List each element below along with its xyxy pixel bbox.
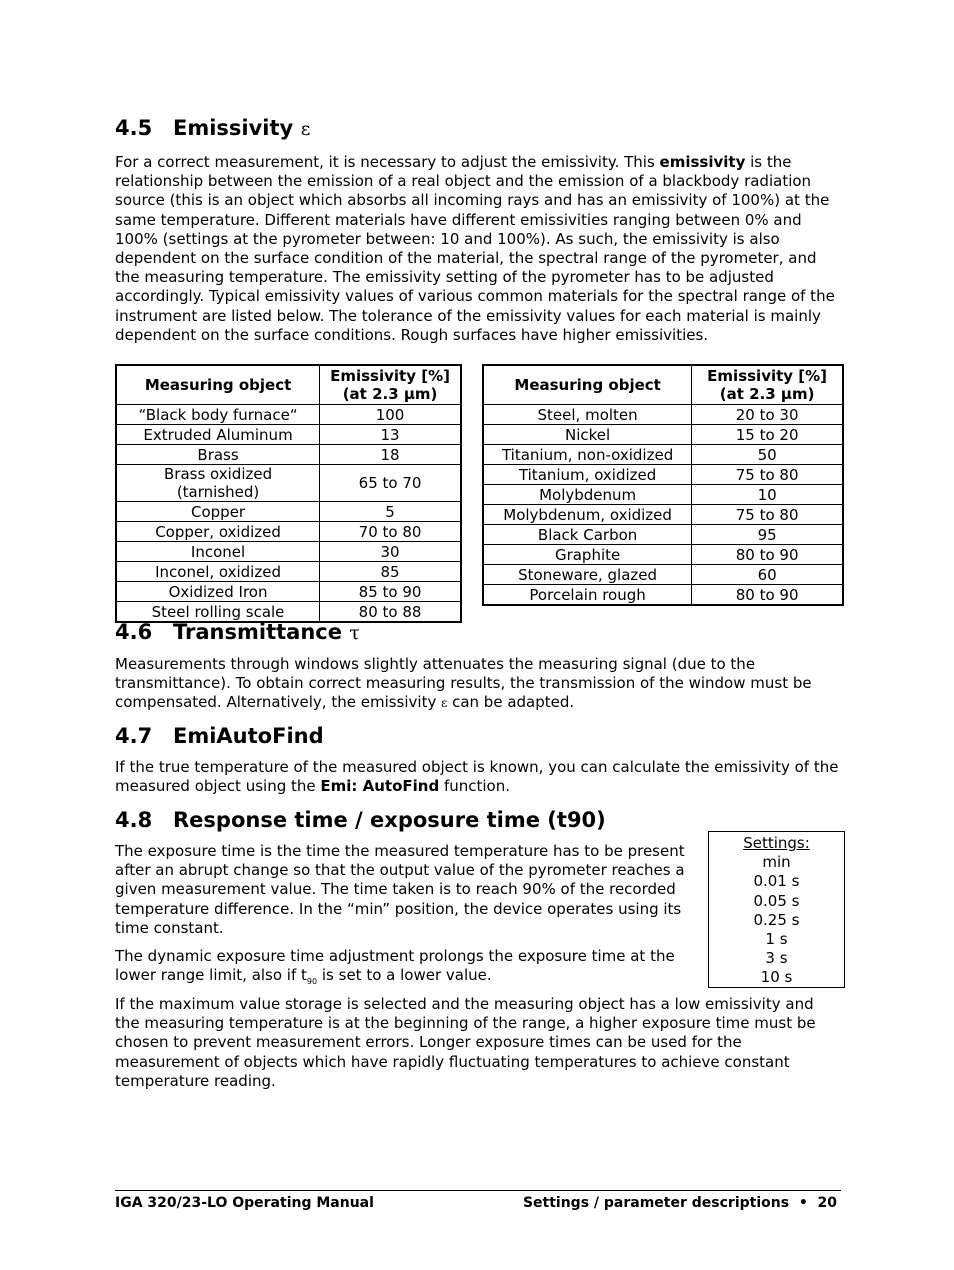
- material-cell: Molybdenum: [483, 485, 692, 505]
- section-number: 4.5: [115, 116, 153, 140]
- table-row: [483, 465, 843, 485]
- column-header-emissivity: Emissivity [%] (at 2.3 µm): [320, 365, 461, 405]
- settings-option: 3 s: [765, 949, 788, 968]
- emissivity-cell: 80 to 90: [692, 585, 843, 606]
- emissivity-cell: 65 to 70: [320, 465, 461, 502]
- emissivity-cell: 18: [320, 445, 461, 465]
- heading-4-6: 4.6 Transmittance τ: [115, 620, 360, 644]
- settings-option: 0.25 s: [753, 910, 800, 929]
- emissivity-cell: 100: [320, 405, 461, 425]
- material-cell: Brass oxidized (tarnished): [116, 465, 320, 502]
- table-row: [483, 585, 843, 606]
- emissivity-bold: emissivity: [659, 153, 746, 171]
- table-row: [483, 545, 843, 565]
- page-footer: [115, 1190, 841, 1211]
- emissivity-cell: 70 to 80: [320, 522, 461, 542]
- table-row: [483, 445, 843, 465]
- section-title: Emissivity: [173, 116, 294, 140]
- emissivity-cell: 15 to 20: [692, 425, 843, 445]
- settings-option: 0.01 s: [753, 872, 800, 891]
- emissivity-cell: 75 to 80: [692, 465, 843, 485]
- heading-4-5: [115, 116, 310, 140]
- material-cell: Porcelain rough: [483, 585, 692, 606]
- material-cell: Copper, oxidized: [116, 522, 320, 542]
- emissivity-cell: 60: [692, 565, 843, 585]
- exposure-paragraph-3: If the maximum value storage is selected and the measuring object has a low emissivity and the measuring temperature is at the beginning of the range, a higher exposure time must be chosen to prevent measurement errors. Longer exposure times can be used for the measurement of objects which have rapidly fluctuating temperatures to achieve constant temperature reading.: [115, 995, 816, 1090]
- settings-option: 0.05 s: [753, 891, 800, 910]
- material-cell: Inconel: [116, 542, 320, 562]
- emissivity-cell: 80 to 88: [320, 602, 461, 623]
- material-cell: Inconel, oxidized: [116, 562, 320, 582]
- settings-option: min: [762, 853, 791, 872]
- emissivity-cell: 50: [692, 445, 843, 465]
- emiautofind-paragraph: If the true temperature of the measured object is known, you can calculate the emissivity of the measured object using the Emi: AutoFind function.: [115, 758, 839, 796]
- table-row: [116, 405, 461, 425]
- heading-4-7: 4.7 EmiAutoFind: [115, 724, 324, 748]
- table-row: [116, 425, 461, 445]
- table-row: [116, 445, 461, 465]
- emissivity-cell: 85: [320, 562, 461, 582]
- column-header-object: Measuring object: [483, 365, 692, 405]
- bullet-icon: •: [798, 1195, 808, 1211]
- table-row: [483, 485, 843, 505]
- settings-option: 1 s: [765, 930, 788, 949]
- table-row: [116, 582, 461, 602]
- emissivity-cell: 75 to 80: [692, 505, 843, 525]
- emissivity-cell: 20 to 30: [692, 405, 843, 425]
- material-cell: Titanium, oxidized: [483, 465, 692, 485]
- material-cell: Brass: [116, 445, 320, 465]
- material-cell: Stoneware, glazed: [483, 565, 692, 585]
- emissivity-paragraph: For a correct measurement, it is necessary to adjust the emissivity. This emissivity is the relationship between the emission of a real object and the emission of a blackbody radiation source (this is an object which absorbs all incoming rays and has an emissivity of 100%) at the same temperature. Different materials have different emissivities ranging between 0% and 100% (settings at the pyrometer between: 10 and 100%). As such, the emissivity is also dependent on the surface condition of the material, the spectral range of the pyrometer, and the measuring temperature. The emissivity setting of the pyrometer has to be adjusted accordingly. Typical emissivity values of various common materials for the spectral range of the instrument are listed below. The tolerance of the emissivity values for each material is mainly dependent on the surface conditions. Rough surfaces have higher emissivities.: [115, 153, 835, 344]
- material-cell: Extruded Aluminum: [116, 425, 320, 445]
- material-cell: Nickel: [483, 425, 692, 445]
- heading-4-8: 4.8 Response time / exposure time (t90): [115, 808, 606, 832]
- tau-symbol: τ: [349, 622, 360, 644]
- table-row: [116, 602, 461, 623]
- table-row: [483, 405, 843, 425]
- emissivity-table-left: [115, 364, 462, 623]
- material-cell: Steel rolling scale: [116, 602, 320, 623]
- emissivity-cell: 5: [320, 502, 461, 522]
- section-title: EmiAutoFind: [173, 724, 324, 748]
- footer-section: Settings / parameter descriptions • 20: [522, 1195, 837, 1211]
- material-cell: Copper: [116, 502, 320, 522]
- table-row: [483, 425, 843, 445]
- exposure-paragraph-2: The dynamic exposure time adjustment prolongs the exposure time at the lower range limit, also if $t_{90}$ is set to a lower value.: [115, 947, 675, 987]
- settings-option: 10 s: [760, 968, 793, 987]
- table-row: [483, 525, 843, 545]
- emissivity-cell: 95: [692, 525, 843, 545]
- footer-manual-title: IGA 320/23-LO Operating Manual: [115, 1195, 374, 1211]
- material-cell: “Black body furnace“: [116, 405, 320, 425]
- epsilon-symbol: ε: [300, 118, 311, 140]
- table-row: [483, 505, 843, 525]
- table-row: [116, 542, 461, 562]
- material-cell: Molybdenum, oxidized: [483, 505, 692, 525]
- emissivity-table-right: [482, 364, 844, 606]
- settings-box: [708, 831, 845, 988]
- material-cell: Steel, molten: [483, 405, 692, 425]
- settings-title: Settings:: [743, 834, 810, 852]
- emi-autofind-bold: Emi: AutoFind: [320, 777, 440, 796]
- table-row: [483, 565, 843, 585]
- material-cell: Graphite: [483, 545, 692, 565]
- section-title: Transmittance: [173, 620, 342, 644]
- exposure-paragraph-1: The exposure time is the time the measured temperature has to be present after an abrupt change so that the output value of the pyrometer reaches a given measurement value. The time taken is to reach 90% of the recorded temperature difference. In the “min” position, the device operates using its time constant.: [115, 842, 685, 937]
- material-cell: Oxidized Iron: [116, 582, 320, 602]
- page-number: 20: [817, 1195, 837, 1211]
- column-header-object: Measuring object: [116, 365, 320, 405]
- table-row: [116, 502, 461, 522]
- emissivity-cell: 85 to 90: [320, 582, 461, 602]
- material-cell: Black Carbon: [483, 525, 692, 545]
- emissivity-cell: 80 to 90: [692, 545, 843, 565]
- emissivity-cell: 13: [320, 425, 461, 445]
- transmittance-paragraph: Measurements through windows slightly attenuates the measuring signal (due to the transmittance). To obtain correct measuring results, the transmission of the window must be compensated. Alternatively, the emissivity ε can be adapted.: [115, 655, 812, 712]
- epsilon-symbol: ε: [441, 696, 448, 711]
- material-cell: Titanium, non-oxidized: [483, 445, 692, 465]
- table-row: [116, 522, 461, 542]
- column-header-emissivity: Emissivity [%] (at 2.3 µm): [692, 365, 843, 405]
- emissivity-cell: 30: [320, 542, 461, 562]
- table-row: [116, 562, 461, 582]
- section-title: Response time / exposure time (t90): [173, 808, 606, 832]
- emissivity-cell: 10: [692, 485, 843, 505]
- table-row: [116, 465, 461, 502]
